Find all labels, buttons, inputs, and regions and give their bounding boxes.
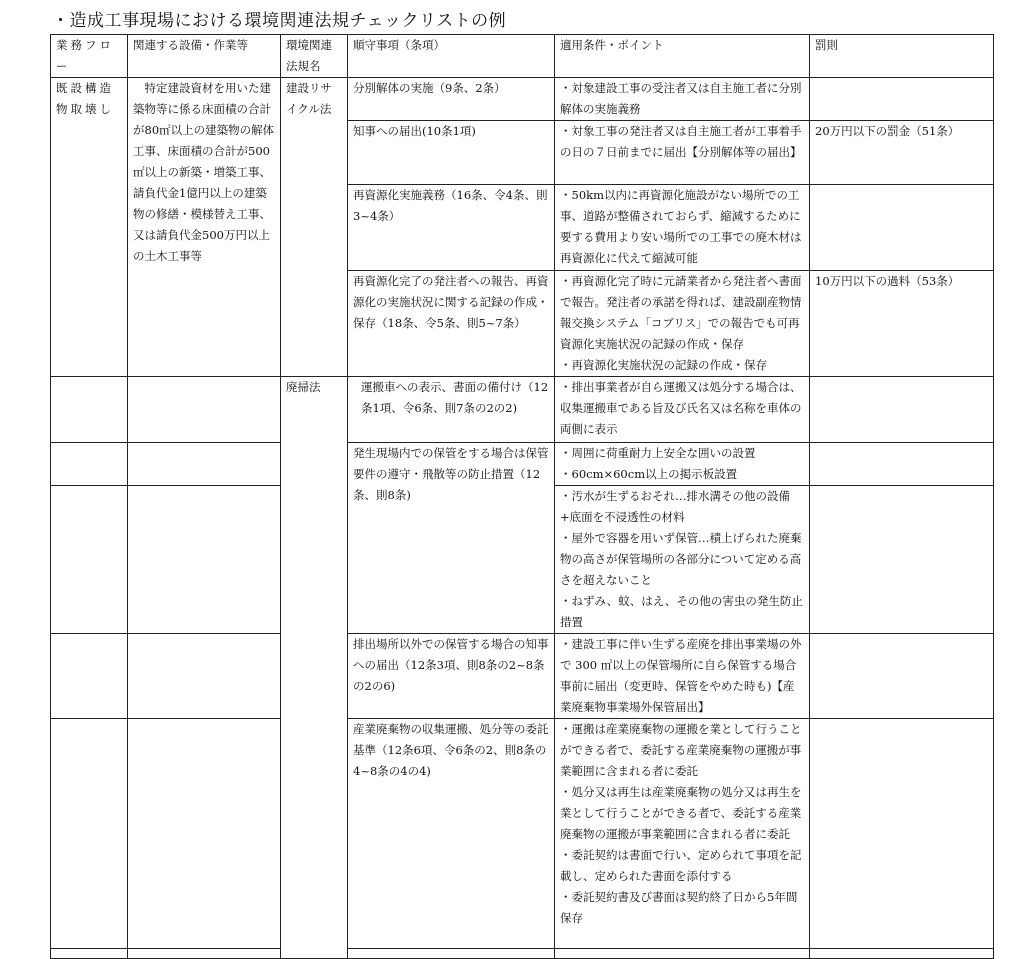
header-penalty: 罰則	[810, 35, 994, 78]
flow-cell	[51, 377, 128, 443]
flow-cell	[51, 949, 128, 959]
header-condition: 適用条件・ポイント	[555, 35, 810, 78]
table-row-continuation	[51, 949, 994, 959]
facility-cell	[128, 377, 281, 443]
item-cell: 知事への届出(10条1項)	[348, 121, 555, 185]
penalty-cell: 10万円以下の過料（53条）	[810, 271, 994, 377]
table-row	[51, 443, 994, 486]
penalty-cell	[810, 949, 994, 959]
penalty-cell	[810, 634, 994, 719]
flow-cell	[51, 719, 128, 949]
header-flow: 業務フロー	[51, 35, 128, 78]
law-cell: 廃掃法	[281, 377, 348, 959]
flow-cell: 既設構造 物取壊し	[51, 78, 128, 377]
condition-cell: ・50km以内に再資源化施設がない場所での工事、道路が整備されておらず、縮減するために要する費用より安い場所での工事での廃木材は再資源化に代えて縮減可能	[555, 185, 810, 271]
flow-cell	[51, 634, 128, 719]
checklist-table	[50, 34, 994, 959]
penalty-cell	[810, 719, 994, 949]
header-facility: 関連する設備・作業等	[128, 35, 281, 78]
table-row	[51, 377, 994, 443]
item-cell: 運搬車への表示、書面の備付け（12条1項、令6条、則7条の2の2)	[348, 377, 555, 443]
facility-cell	[128, 486, 281, 634]
penalty-cell	[810, 443, 994, 486]
table-row	[51, 78, 994, 121]
penalty-cell	[810, 486, 994, 634]
condition-cell: ・再資源化完了時に元請業者から発注者へ書面で報告。発注者の承諾を得れば、建設副産物情報交換システム「コブリス」での報告でも可再資源化実施状況の記録の作成・保存 ・再資源化実施状況の記録の作成・保存	[555, 271, 810, 377]
item-cell: 再資源化完了の発注者への報告、再資源化の実施状況に関する記録の作成・保存（18条、令5条、則5~7条）	[348, 271, 555, 377]
item-cell: 分別解体の実施（9条、2条）	[348, 78, 555, 121]
flow-cell	[51, 486, 128, 634]
condition-cell: ・排出事業者が自ら運搬又は処分する場合は、収集運搬車である旨及び氏名又は名称を車体の両側に表示	[555, 377, 810, 443]
penalty-cell	[810, 185, 994, 271]
flow-cell	[51, 443, 128, 486]
law-cell: 建設リサ イクル法	[281, 78, 348, 377]
page-title: ・造成工事現場における環境関連法規チェックリストの例	[52, 11, 507, 31]
condition-cell: ・汚水が生ずるおそれ…排水溝その他の設備+底面を不浸透性の材料 ・屋外で容器を用いず保管…積上げられた廃棄物の高さが保管場所の各部分について定める高さを超えないこと ・ねずみ、蚊、はえ、その他の害虫の発生防止措置	[555, 486, 810, 634]
penalty-cell	[810, 78, 994, 121]
table-row	[51, 634, 994, 719]
condition-cell: ・運搬は産業廃棄物の運搬を業として行うことができる者で、委託する産業廃棄物の運搬が事業範囲に含まれる者に委託 ・処分又は再生は産業廃棄物の処分又は再生を業として行うことができる者で、委託する産業廃棄物の運搬が事業範囲に含まれる者に委託 ・委託契約は書面で行い、定められて事項を記載し、定められた書面を添付する ・委託契約書及び書面は契約終了日から5年間保存	[555, 719, 810, 949]
penalty-cell	[810, 377, 994, 443]
header-row	[51, 35, 994, 78]
item-cell: 再資源化実施義務（16条、令4条、則3~4条）	[348, 185, 555, 271]
facility-cell	[128, 443, 281, 486]
condition-cell: ・建設工事に伴い生ずる産廃を排出事業場の外で 300 ㎡以上の保管場所に自ら保管する場合事前に届出（変更時、保管をやめた時も)【産業廃棄物事業場外保管届出】	[555, 634, 810, 719]
item-cell: 排出場所以外での保管する場合の知事への届出（12条3項、則8条の2~8条の2の6)	[348, 634, 555, 719]
item-cell: 発生現場内での保管をする場合は保管要件の遵守・飛散等の防止措置（12条、則8条)	[348, 443, 555, 634]
table-row	[51, 719, 994, 949]
penalty-cell: 20万円以下の罰金（51条）	[810, 121, 994, 185]
facility-cell	[128, 719, 281, 949]
header-item: 順守事項（条項）	[348, 35, 555, 78]
condition-cell: ・周囲に荷重耐力上安全な囲いの設置 ・60cm×60cm以上の掲示板設置	[555, 443, 810, 486]
facility-cell	[128, 949, 281, 959]
facility-cell: 特定建設資材を用いた建築物等に係る床面積の合計が80㎡以上の建築物の解体工事、床面積の合計が500㎡以上の新築・増築工事、請負代金1億円以上の建築物の修繕・模様替え工事、又は請負代金500万円以上の土木工事等	[128, 78, 281, 377]
condition-cell: ・対象工事の発注者又は自主施工者が工事着手の日の７日前までに届出【分別解体等の届出】	[555, 121, 810, 185]
item-cell	[348, 949, 555, 959]
condition-cell: ・対象建設工事の受注者又は自主施工者に分別解体の実施義務	[555, 78, 810, 121]
facility-cell	[128, 634, 281, 719]
item-cell: 産業廃棄物の収集運搬、処分等の委託基準（12条6項、令6条の2、則8条の4~8条の4の4)	[348, 719, 555, 949]
condition-cell	[555, 949, 810, 959]
header-law: 環境関連 法規名	[281, 35, 348, 78]
